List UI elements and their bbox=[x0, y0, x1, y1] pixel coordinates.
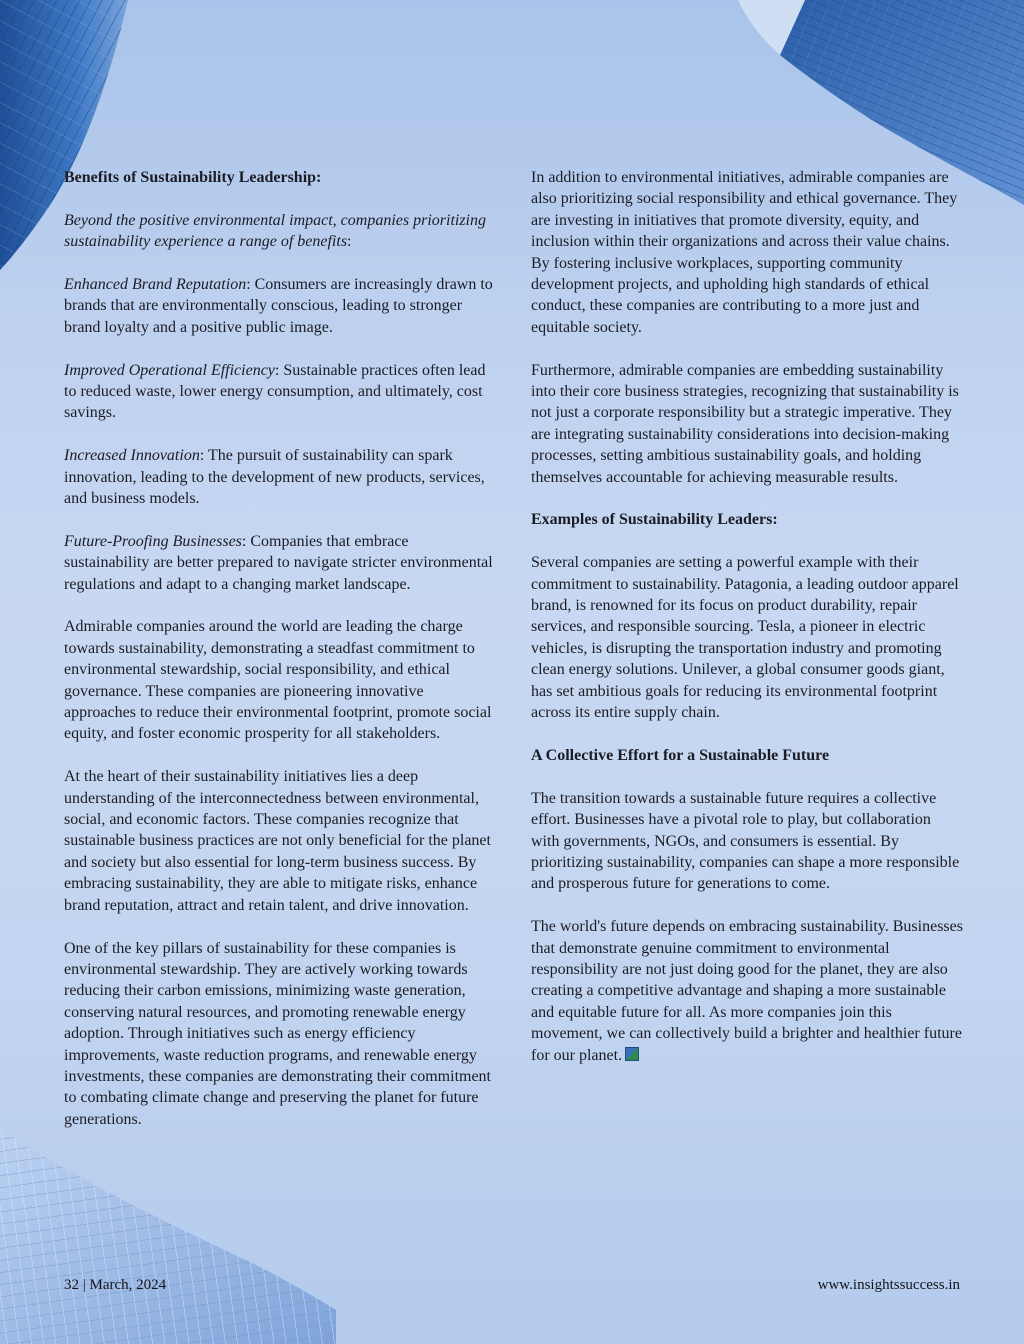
benefits-intro-punct: : bbox=[347, 233, 352, 251]
benefit-innovation bbox=[64, 445, 496, 509]
benefits-intro-text: Beyond the positive environmental impact, companies prioritizing sustainability experience a range of benefits bbox=[64, 211, 486, 251]
benefits-heading: Benefits of Sustainability Leadership: bbox=[64, 169, 322, 186]
page-number-date: 32 | March, 2024 bbox=[64, 1277, 167, 1293]
benefit-text: : The pursuit of sustainability can spark innovation, leading to the development of new products, services, and business models. bbox=[64, 447, 485, 508]
closing-text: The world's future depends on embracing sustainability. Businesses that demonstrate genuine commitment to environmental responsibility are not just doing good for the planet, they are also creating a competitive advantage and shaping a more sustainable and equitable future for all. As more companies join this movement, we can collectively build a brighter and healthier future for our planet. bbox=[531, 918, 963, 1064]
paragraph-core-strategies: Furthermore, admirable companies are embedding sustainability into their core business strategies, recognizing that sustainability is not just a corporate responsibility but a strategic imperative. They are integrating sustainability considerations into decision-making processes, setting ambitious sustainability goals, and holding themselves accountable for achieving measurable results. bbox=[531, 361, 959, 486]
paragraph-admirable-companies: Admirable companies around the world are leading the charge towards sustainability, demonstrating a steadfast commitment to environmental stewardship, social responsibility, and ethical governance. These companies are pioneering innovative approaches to reduce their environmental footprint, promote social equity, and foster economic prosperity for all stakeholders. bbox=[64, 618, 492, 743]
right-column bbox=[531, 167, 963, 1087]
benefit-term: Improved Operational Efficiency bbox=[64, 361, 275, 379]
benefit-text: : Sustainable practices often lead to reduced waste, lower energy consumption, and ultimately, cost savings. bbox=[64, 361, 486, 422]
end-of-article-square-icon bbox=[625, 1047, 639, 1061]
benefit-operational-efficiency bbox=[64, 360, 496, 424]
benefit-future-proofing bbox=[64, 531, 496, 595]
website-url: www.insightssuccess.in bbox=[817, 1277, 960, 1293]
benefits-intro bbox=[64, 210, 496, 253]
benefit-term: Enhanced Brand Reputation bbox=[64, 276, 247, 293]
examples-heading: Examples of Sustainability Leaders: bbox=[531, 511, 778, 529]
benefit-text: : Companies that embrace sustainability are better prepared to navigate stricter environmental regulations and adapt to a changing market landscape. bbox=[64, 532, 493, 593]
left-column bbox=[64, 167, 496, 1152]
benefit-term: Increased Innovation bbox=[64, 447, 200, 465]
paragraph-social-responsibility: In addition to environmental initiatives, admirable companies are also prioritizing social responsibility and ethical governance. They are investing in initiatives that promote diversity, equity, and inclusion within their organizations and across their value chains. By fostering inclusive workplaces, supporting community development projects, and upholding high standards of ethical conduct, these companies are contributing to a more just and equitable society. bbox=[531, 169, 958, 336]
paragraph-examples: Several companies are setting a powerful example with their commitment to sustainability. Patagonia, a leading outdoor apparel brand, is renowned for its focus on product durability, repair services, and responsible sourcing. Tesla, a pioneer in electric vehicles, is disrupting the transportation industry and promoting clean energy solutions. Unilever, a global consumer goods giant, has set ambitious goals for reducing its environmental footprint across its entire supply chain. bbox=[531, 554, 959, 722]
paragraph-environmental-stewardship: One of the key pillars of sustainability for these companies is environmental stewardship. They are actively working towards reducing their carbon emissions, minimizing waste generation, conserving natural resources, and promoting renewable energy adoption. Through initiatives such as energy efficiency improvements, waste reduction programs, and renewable energy investments, these companies are demonstrating their commitment to combating climate change and preserving the planet for future generations. bbox=[64, 939, 491, 1128]
paragraph-closing bbox=[531, 916, 963, 1066]
benefit-brand-reputation bbox=[64, 274, 496, 338]
benefit-term: Future-Proofing Businesses bbox=[64, 532, 242, 550]
collective-effort-heading: A Collective Effort for a Sustainable Future bbox=[531, 746, 830, 764]
paragraph-collective-effort: The transition towards a sustainable future requires a collective effort. Businesses have a pivotal role to play, but collaboration with governments, NGOs, and consumers is essential. By prioritizing sustainability, companies can shape a more responsible and prosperous future for generations to come. bbox=[531, 789, 960, 893]
benefit-text: : Consumers are increasingly drawn to brands that are environmentally conscious, leading to stronger brand loyalty and a positive public image. bbox=[64, 276, 493, 336]
paragraph-interconnectedness: At the heart of their sustainability initiatives lies a deep understanding of the interconnectedness between environmental, social, and economic factors. These companies recognize that sustainable business practices are not only beneficial for the planet and society but also essential for long-term business success. By embracing sustainability, they are able to mitigate risks, enhance brand reputation, attract and retain talent, and drive innovation. bbox=[64, 768, 491, 914]
